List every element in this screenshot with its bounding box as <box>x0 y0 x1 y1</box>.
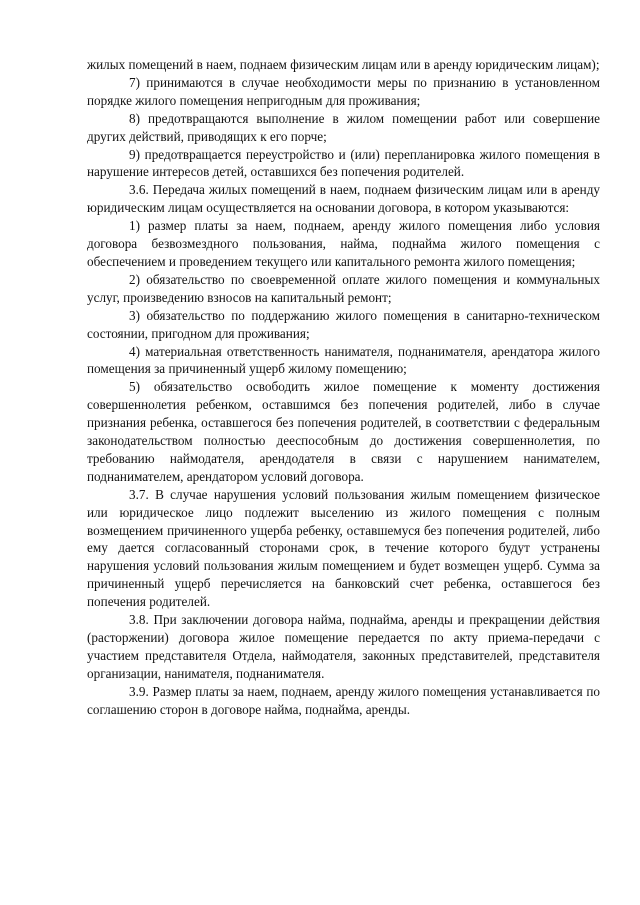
paragraph-3-6-item-3: 3) обязательство по поддержанию жилого помещения в санитарно-техническом состоянии, пригодном для проживания; <box>87 307 600 341</box>
paragraph-section-3-6: 3.6. Передача жилых помещений в наем, поднаем физическим лицам или в аренду юридическим лицам осуществляется на основании договора, в котором указываются: <box>87 182 600 216</box>
paragraph-section-3-8: 3.8. При заключении договора найма, поднайма, аренды и прекращении действия (расторжении) договора жилое помещение передается по акту приема-передачи с участием представителя Отдела, наймодателя, законных представителей, представителя организации, нанимателя, поднанимателя. <box>87 612 600 681</box>
paragraph-3-6-item-2: 2) обязательство по своевременной оплате жилого помещения и коммунальных услуг, произведению взносов на капитальный ремонт; <box>87 271 600 305</box>
document-body <box>87 56 600 719</box>
paragraph-item-7: 7) принимаются в случае необходимости меры по признанию в установленном порядке жилого помещения непригодным для проживания; <box>87 74 600 108</box>
paragraph-section-3-9: 3.9. Размер платы за наем, поднаем, аренду жилого помещения устанавливается по соглашению сторон в договоре найма, поднайма, аренды. <box>87 683 600 717</box>
paragraph-item-9: 9) предотвращается переустройство и (или) перепланировка жилого помещения в нарушение интересов детей, оставшихся без попечения родителей. <box>87 146 600 180</box>
paragraph-3-6-item-5: 5) обязательство освободить жилое помещение к моменту достижения совершеннолетия ребенком, оставшимся без попечения родителей, либо в случае признания ребенка, оставшегося без попечения родителей, в соответствии с федеральным законодательством полностью дееспособным до достижения совершеннолетия, по требованию наймодателя, арендодателя в связи с нарушением нанимателем, поднанимателем, арендатором условий договора. <box>87 379 600 484</box>
paragraph-3-6-item-1: 1) размер платы за наем, поднаем, аренду жилого помещения либо условия договора безвозмездного пользования, найма, поднайма жилого помещения с обеспечением и проведением текущего или капитального ремонта жилого помещения; <box>87 218 600 269</box>
paragraph-continuation: жилых помещений в наем, поднаем физическим лицам или в аренду юридическим лицам); <box>87 57 600 72</box>
paragraph-section-3-7: 3.7. В случае нарушения условий пользования жилым помещением физическое или юридическое лицо подлежит выселению из жилого помещения с полным возмещением причиненного ущерба ребенку, оставшемуся без попечения родителей, либо ему дается согласованный сторонами срок, в течение которого будут устранены нарушения условий пользования жилым помещением и будет возмещен ущерб. Сумма за причиненный ущерб перечисляется на банковский счет ребенка, оставшегося без попечения родителей. <box>87 486 600 610</box>
paragraph-item-8: 8) предотвращаются выполнение в жилом помещении работ или совершение других действий, приводящих к его порче; <box>87 110 600 144</box>
paragraph-3-6-item-4: 4) материальная ответственность нанимателя, поднанимателя, арендатора жилого помещения за причиненный ущерб жилому помещению; <box>87 343 600 377</box>
